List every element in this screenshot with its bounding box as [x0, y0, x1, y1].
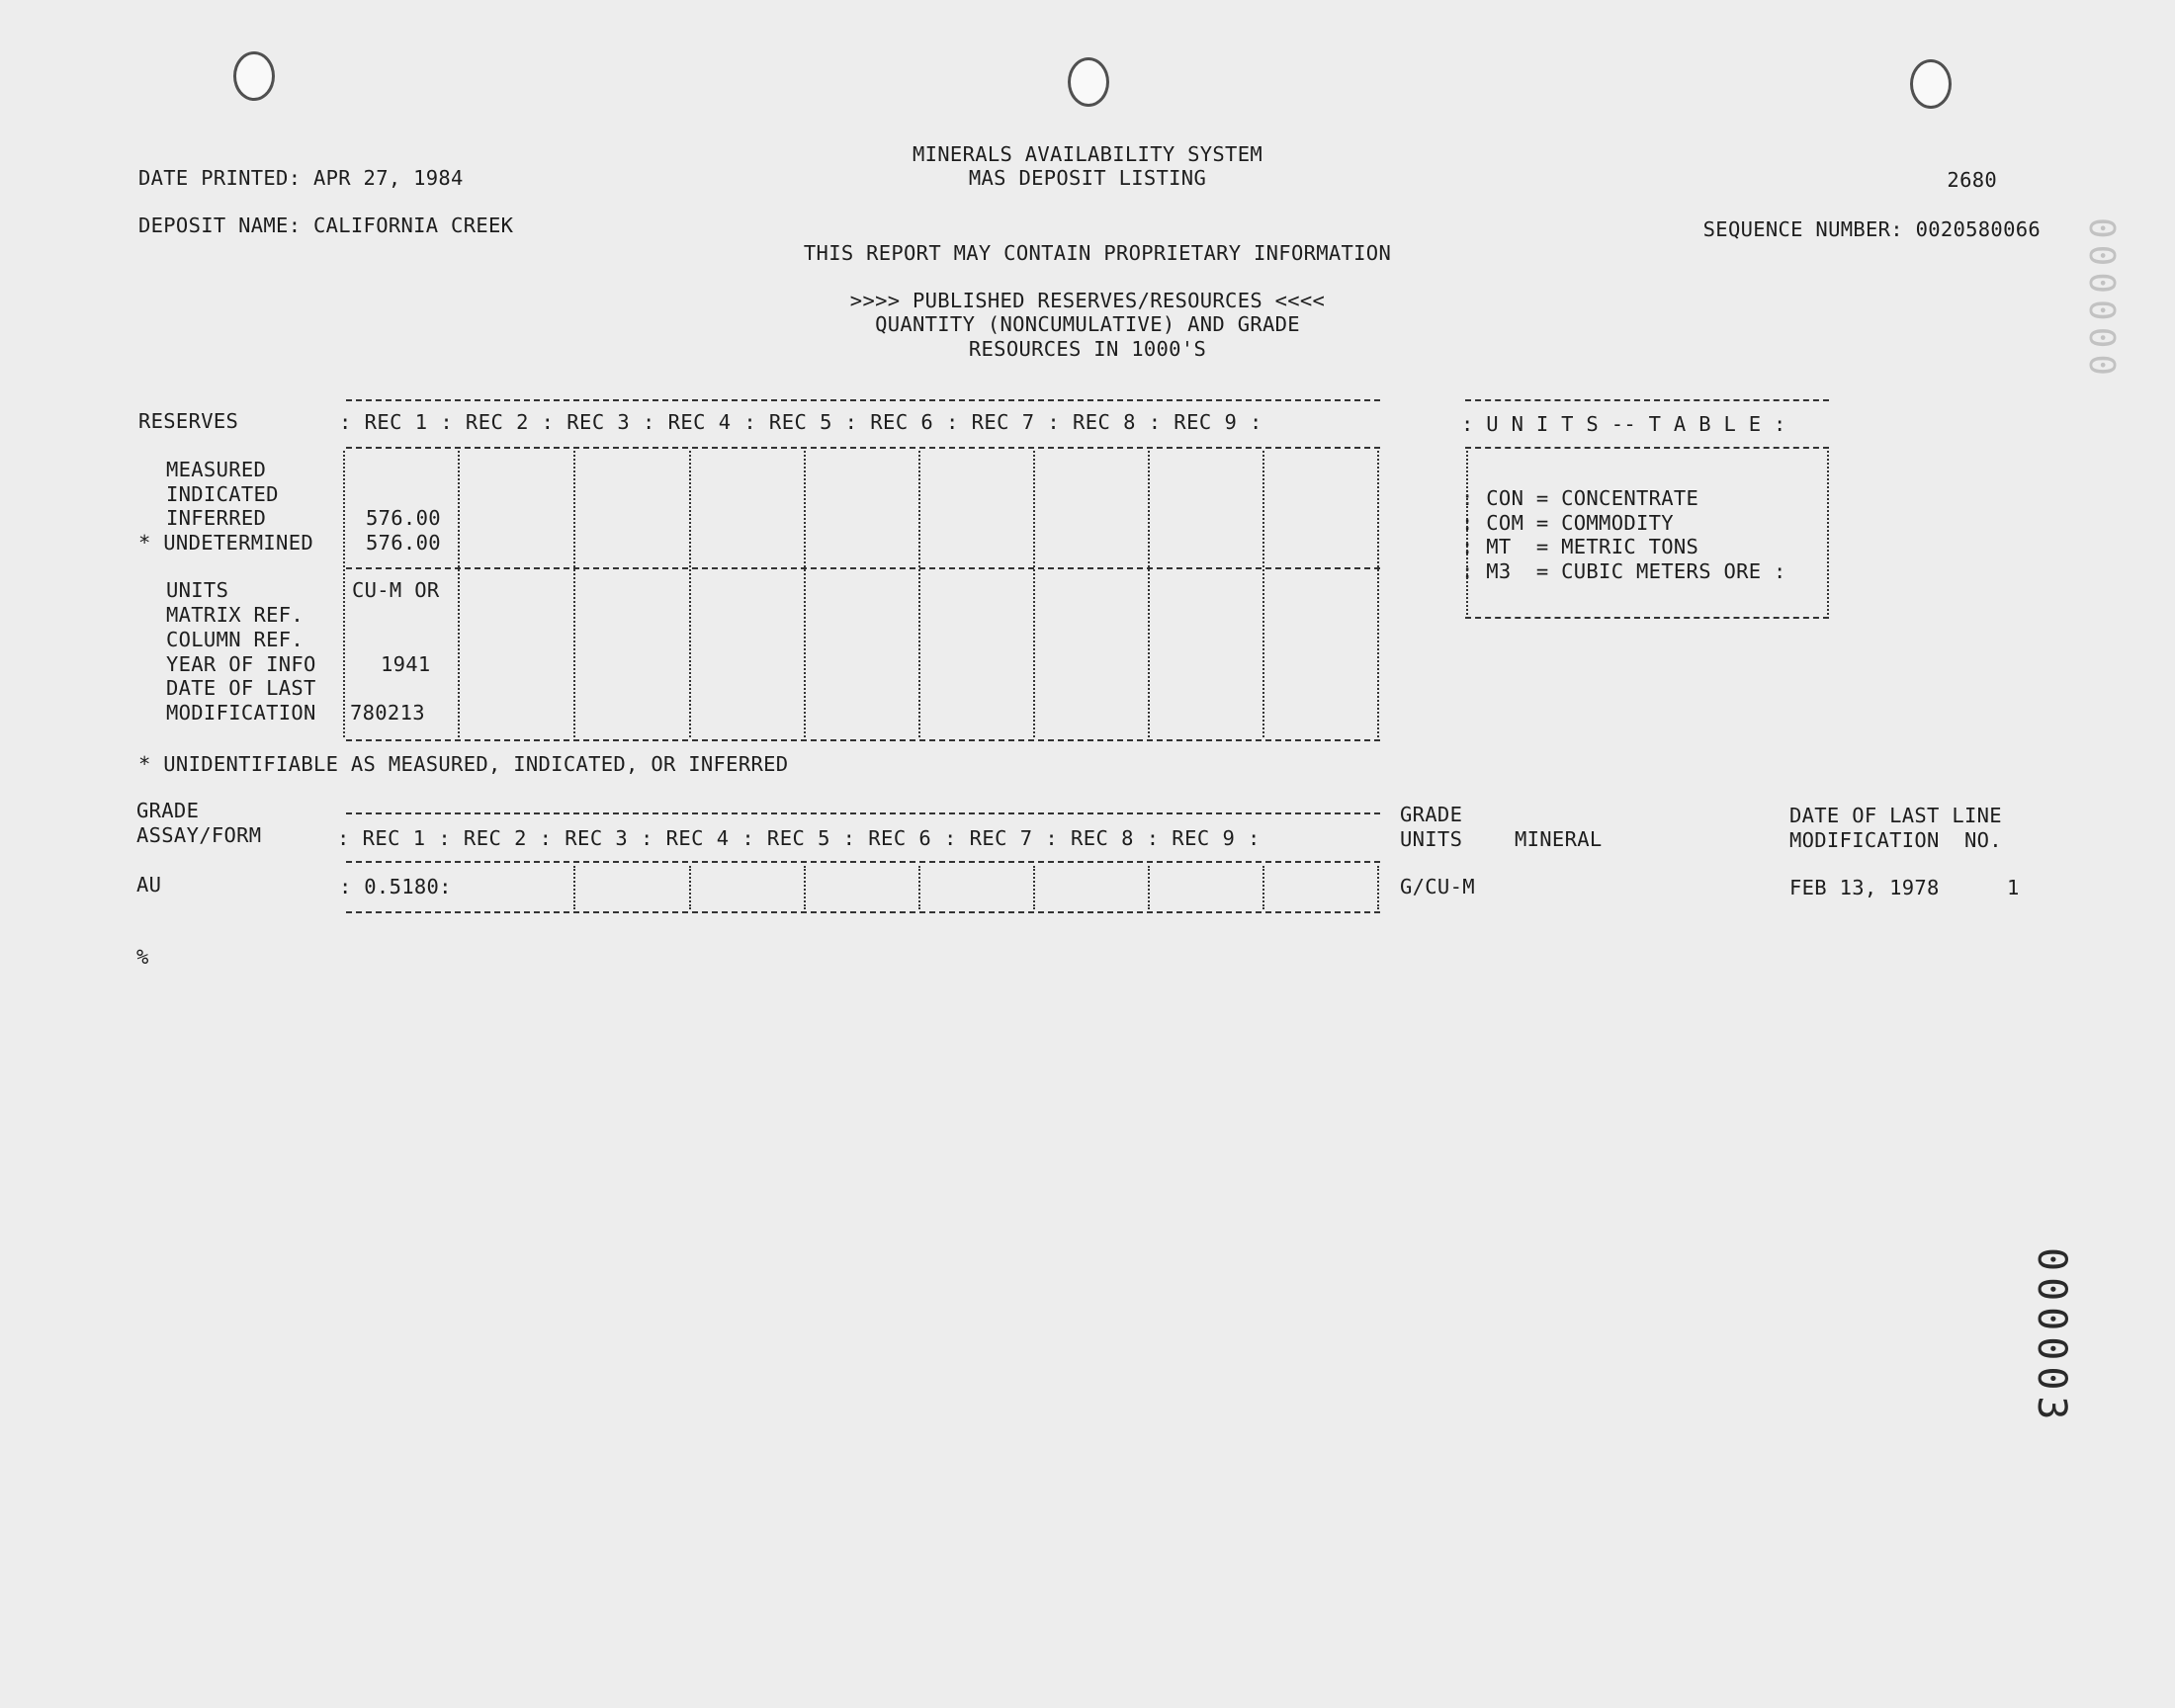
grade-col-sep	[918, 866, 920, 909]
units-entry-con: : CON = CONCENTRATE	[1461, 486, 1699, 510]
percent-mark: %	[136, 945, 149, 969]
reserves-col-sep	[689, 451, 691, 737]
units-table-right-edge	[1827, 451, 1829, 615]
units-table-top-rule	[1465, 399, 1829, 401]
units-table-left-edge	[1466, 451, 1468, 615]
grade-col-sep	[1148, 866, 1150, 909]
row-value-units: CU-M OR	[352, 578, 440, 602]
row-label-indicated: INDICATED	[166, 482, 279, 506]
reserves-col-sep	[1033, 451, 1035, 737]
reserves-top-rule	[346, 399, 1380, 401]
row-value-inferred: 576.00	[366, 506, 441, 530]
reserves-col-sep	[1262, 451, 1264, 737]
grade-header-rule	[346, 861, 1380, 863]
side-stamp: 000003	[2029, 1247, 2074, 1426]
grade-col-sep	[1033, 866, 1035, 909]
listing-title: MAS DEPOSIT LISTING	[968, 166, 1207, 190]
modification-date-value: FEB 13, 1978	[1789, 876, 1940, 899]
grade-rec1-value: : 0.5180:	[339, 875, 452, 898]
reserves-mid-rule	[346, 567, 1380, 569]
side-stamp-faint: 000000	[2081, 217, 2122, 383]
date-of-last-line-header: DATE OF LAST LINE	[1789, 804, 2002, 827]
grade-units-value: G/CU-M	[1400, 875, 1475, 898]
reserves-header-rule	[346, 447, 1380, 449]
grade-units-header-1: GRADE	[1400, 803, 1463, 826]
reserves-col-sep	[1377, 451, 1379, 737]
reserves-col-sep	[918, 451, 920, 737]
grade-col-sep	[1262, 866, 1264, 909]
modification-no-header: MODIFICATION NO.	[1789, 828, 2002, 852]
grade-col-sep	[1377, 866, 1379, 909]
reserves-label: RESERVES	[138, 409, 239, 433]
row-label-measured: MEASURED	[166, 458, 267, 481]
units-table-header-rule	[1465, 447, 1829, 449]
units-table-bottom-rule	[1465, 617, 1829, 619]
row-value-undetermined: 576.00	[366, 531, 441, 555]
row-label-matrix-ref: MATRIX REF.	[166, 603, 304, 627]
grade-col-sep	[804, 866, 806, 909]
system-title: MINERALS AVAILABILITY SYSTEM	[913, 142, 1262, 166]
reserves-bottom-rule	[346, 739, 1380, 741]
units-table-title: : U N I T S -- T A B L E :	[1461, 412, 1786, 436]
grade-label: GRADE	[136, 799, 200, 822]
date-printed: DATE PRINTED: APR 27, 1984	[138, 166, 464, 190]
binder-hole-right	[1910, 59, 1952, 109]
deposit-name: DEPOSIT NAME: CALIFORNIA CREEK	[138, 214, 514, 237]
section-units-note: RESOURCES IN 1000'S	[968, 337, 1207, 361]
grade-top-rule	[346, 812, 1380, 814]
row-label-year-of-info: YEAR OF INFO	[166, 652, 316, 676]
page-number: 2680	[1947, 168, 1997, 192]
units-entry-m3: : M3 = CUBIC METERS ORE :	[1461, 559, 1786, 583]
row-value-year-of-info: 1941	[381, 652, 431, 676]
row-label-date-of-last: DATE OF LAST	[166, 676, 316, 700]
reserves-header-row: : REC 1 : REC 2 : REC 3 : REC 4 : REC 5 : REC 6 : REC 7 : REC 8 : REC 9 :	[339, 410, 1262, 434]
row-label-column-ref: COLUMN REF.	[166, 628, 304, 651]
row-label-units: UNITS	[166, 578, 229, 602]
binder-hole-left	[233, 51, 275, 101]
row-label-modification: MODIFICATION	[166, 701, 316, 725]
reserves-col-sep	[573, 451, 575, 737]
sequence-number: SEQUENCE NUMBER: 0020580066	[1702, 217, 2041, 241]
row-value-modification: 780213	[350, 701, 425, 725]
grade-col-sep	[689, 866, 691, 909]
reserves-col-sep	[343, 451, 345, 737]
line-number-value: 1	[2007, 876, 2020, 899]
grade-bottom-rule	[346, 911, 1380, 913]
reserves-footnote: * UNIDENTIFIABLE AS MEASURED, INDICATED, OR INFERRED	[138, 752, 789, 776]
units-entry-com: : COM = COMMODITY	[1461, 511, 1674, 535]
proprietary-notice: THIS REPORT MAY CONTAIN PROPRIETARY INFORMATION	[803, 241, 1392, 265]
units-entry-mt: : MT = METRIC TONS	[1461, 535, 1699, 558]
reserves-col-sep	[1148, 451, 1150, 737]
mineral-header: MINERAL	[1515, 827, 1603, 851]
section-subtitle: QUANTITY (NONCUMULATIVE) AND GRADE	[875, 312, 1300, 336]
grade-header-row: : REC 1 : REC 2 : REC 3 : REC 4 : REC 5 : REC 6 : REC 7 : REC 8 : REC 9 :	[337, 826, 1261, 850]
grade-units-header-2: UNITS	[1400, 827, 1463, 851]
assay-value: AU	[136, 873, 162, 897]
reserves-col-sep	[458, 451, 460, 737]
assay-form-label: ASSAY/FORM	[136, 823, 262, 847]
row-label-undetermined: * UNDETERMINED	[138, 531, 313, 555]
section-title: >>>> PUBLISHED RESERVES/RESOURCES <<<<	[849, 289, 1326, 312]
reserves-col-sep	[804, 451, 806, 737]
grade-col-sep	[573, 866, 575, 909]
binder-hole-center	[1068, 57, 1109, 107]
row-label-inferred: INFERRED	[166, 506, 267, 530]
